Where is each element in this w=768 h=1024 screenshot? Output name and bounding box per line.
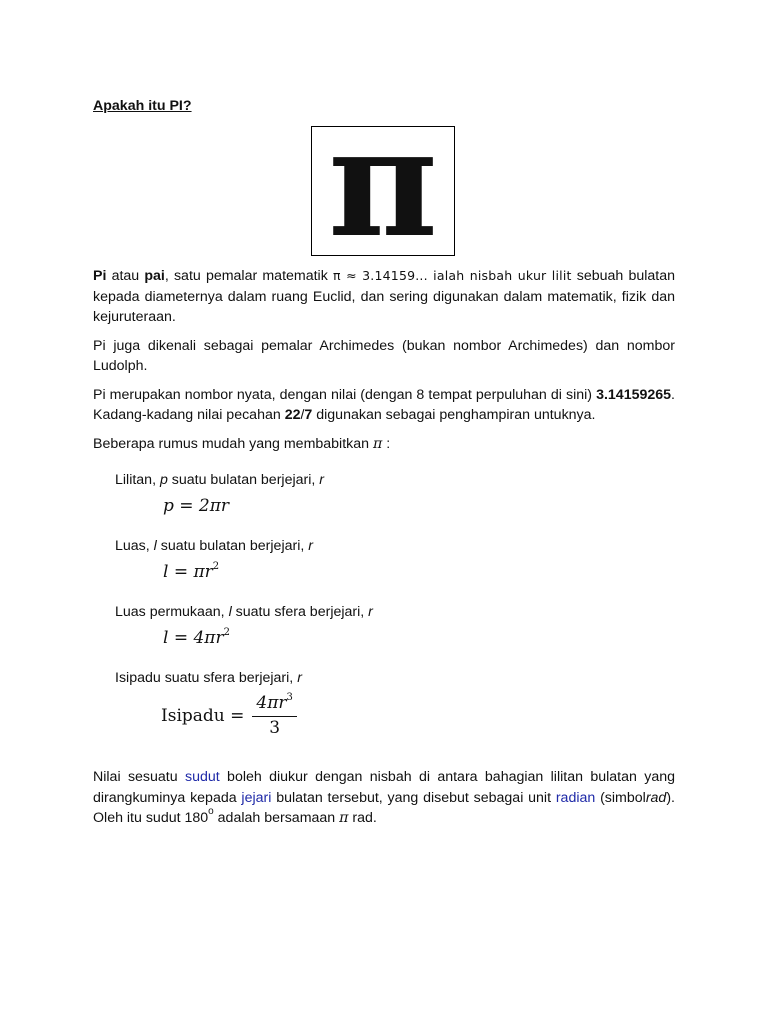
equation: p = 2πr xyxy=(163,496,230,516)
text: digunakan sebagai penghampiran untuknya. xyxy=(312,407,596,423)
document-page xyxy=(93,96,675,837)
text: bulatan tersebut, yang disebut sebagai unit xyxy=(271,789,556,806)
numerator-text: 4πr xyxy=(256,693,287,713)
equation: l = 4πr xyxy=(163,628,224,648)
pi-value: 3.14159265 xyxy=(596,386,672,403)
formula-label-sphere-volume xyxy=(115,668,675,688)
pi-inline: π xyxy=(339,810,349,826)
variable: p xyxy=(159,472,168,488)
formula-circumference xyxy=(163,494,675,518)
fraction xyxy=(252,692,297,739)
variable: r xyxy=(368,604,373,620)
symbol-rad: rad xyxy=(645,789,667,806)
pi-approx-text: π ≈ 3.14159... ialah nisbah ukur lilit xyxy=(332,268,572,283)
formula-circle-area xyxy=(163,560,675,584)
variable: r xyxy=(297,670,302,686)
text: sebuah bulatan kepada diameternya dalam ruang Euclid, dan sering digunakan dalam matematik, fizik dan kejuruteraan. xyxy=(93,268,676,325)
text: , satu pemalar matematik xyxy=(164,268,333,284)
term-pi: Pi xyxy=(93,268,107,284)
degree-sign: o xyxy=(208,806,214,817)
variable: r xyxy=(319,472,325,488)
variable: l xyxy=(153,538,157,554)
variable: r xyxy=(308,538,313,554)
text: atau xyxy=(106,268,145,284)
page-title: Apakah itu PI? xyxy=(93,98,192,114)
equation-lhs: Isipadu = xyxy=(161,705,245,726)
text: Lilitan, xyxy=(115,472,160,488)
formula-list xyxy=(115,470,675,739)
exponent: 2 xyxy=(212,561,220,572)
variable: l xyxy=(228,604,232,620)
fraction-denominator: 3 xyxy=(269,718,281,738)
pi-symbol-image: π xyxy=(328,126,438,256)
paragraph-definition xyxy=(93,266,675,328)
link-radian[interactable]: radian xyxy=(555,789,596,806)
text: ). Oleh itu sudut 180 xyxy=(93,789,675,826)
text: Nilai sesuatu xyxy=(93,769,185,785)
paragraph-formulas-intro xyxy=(93,434,675,455)
term-pai: pai xyxy=(144,268,165,284)
text: Luas, xyxy=(115,538,154,554)
text: Pi merupakan nombor nyata, dengan nilai (dengan 8 tempat perpuluhan di sini) xyxy=(93,386,597,403)
formula-sphere-volume xyxy=(161,692,675,739)
link-jejari[interactable]: jejari xyxy=(241,789,272,806)
paragraph-value xyxy=(93,385,675,426)
fraction-numerator: 22 xyxy=(284,407,301,423)
exponent: 2 xyxy=(223,627,230,638)
text: Beberapa rumus mudah yang membabitkan xyxy=(93,435,373,452)
text: Isipadu suatu sfera berjejari, xyxy=(115,670,298,686)
fraction-slash: / xyxy=(300,407,305,423)
text: : xyxy=(382,435,391,452)
paragraph-names: Pi juga dikenali sebagai pemalar Archimedes (bukan nombor Archimedes) dan nombor Ludolph. xyxy=(93,337,675,374)
text: suatu bulatan berjejari, xyxy=(156,538,309,554)
exponent: 3 xyxy=(286,692,293,703)
fraction-denominator: 7 xyxy=(304,407,313,423)
text: Luas permukaan, xyxy=(115,604,229,620)
text: . Kadang-kadang nilai pecahan xyxy=(93,386,675,423)
paragraph-radian xyxy=(93,767,675,829)
formula-sphere-area xyxy=(163,626,675,650)
text: suatu bulatan berjejari, xyxy=(167,472,320,488)
equation: l = πr xyxy=(163,562,213,582)
text: rad. xyxy=(348,810,377,826)
text: suatu sfera berjejari, xyxy=(231,604,369,620)
pi-inline: π xyxy=(372,435,383,452)
formula-label-sphere-area xyxy=(115,602,675,622)
text: (simbol xyxy=(595,789,646,806)
link-sudut[interactable]: sudut xyxy=(184,769,220,785)
text: adalah bersamaan xyxy=(213,810,340,826)
formula-label-circle-area xyxy=(115,536,675,556)
fraction-numerator xyxy=(252,692,297,717)
pi-figure xyxy=(311,126,455,256)
text: boleh diukur dengan nisbah di antara bahagian lilitan bulatan yang dirangkuminya kepada xyxy=(93,769,675,806)
formula-label-circumference xyxy=(115,470,675,490)
